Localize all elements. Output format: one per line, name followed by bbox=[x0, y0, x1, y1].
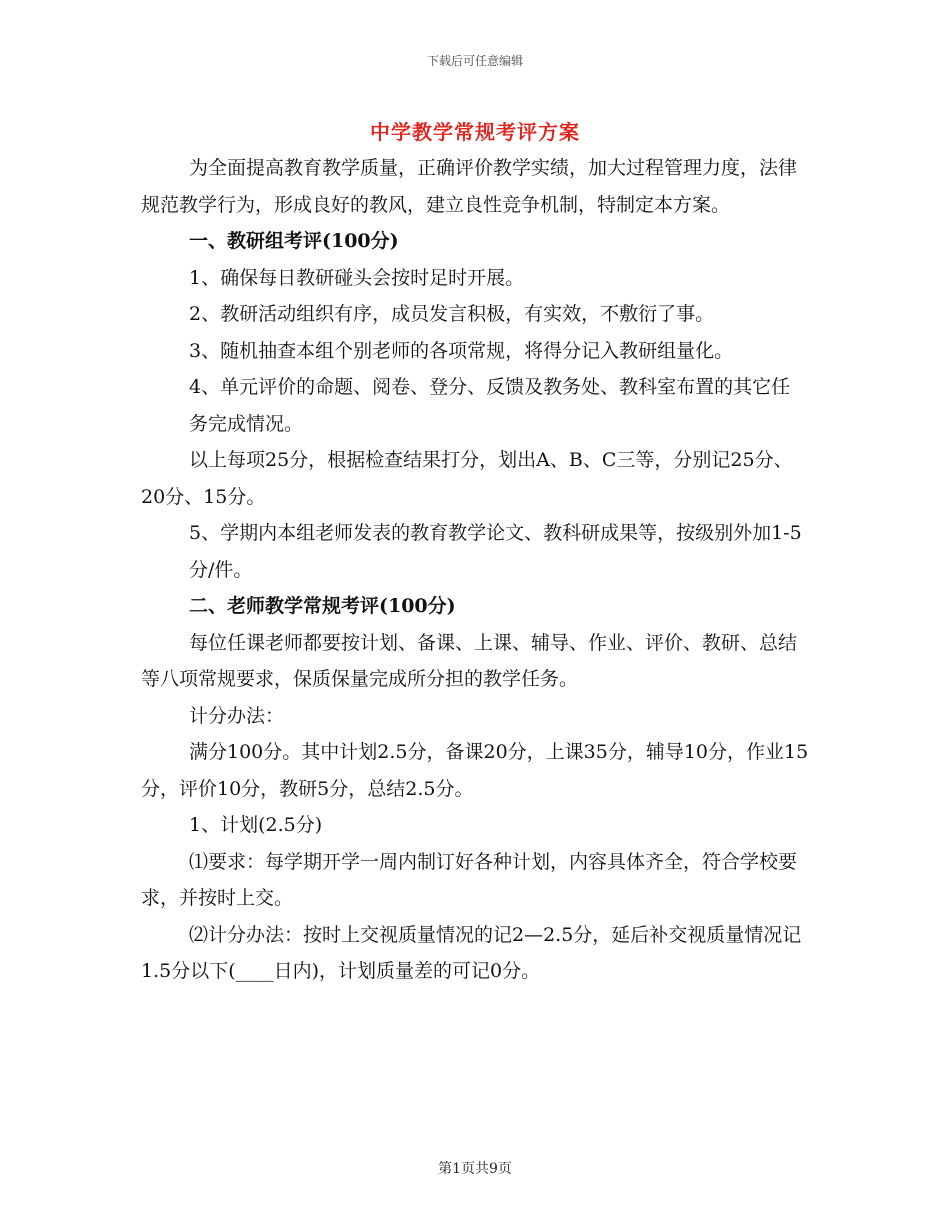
list-item-continuation: 分/件。 bbox=[189, 558, 253, 581]
page-header: 下载后可任意编辑 bbox=[426, 54, 523, 68]
intro-paragraph: 为全面提高教育教学质量，正确评价教学实绩，加大过程管理力度，法律规范教学行为，形成良好的教风，建立良性竞争机制，特制定本方案。 bbox=[141, 157, 798, 216]
body-paragraph: ⑵计分办法：按时上交视质量情况的记2—2.5分，延后补交视质量情况记1.5分以下(____日内)，计划质量差的可记0分。 bbox=[141, 923, 802, 982]
body-paragraph: 每位任课老师都要按计划、备课、上课、辅导、作业、评价、教研、总结等八项常规要求，保质保量完成所分担的教学任务。 bbox=[141, 631, 798, 690]
list-item: 4、单元评价的命题、阅卷、登分、反馈及教务处、教科室布置的其它任 bbox=[189, 376, 791, 398]
body-paragraph: 满分100分。其中计划2.5分，备课20分，上课35分，辅导10分，作业15分，评价10分，教研5分，总结2.5分。 bbox=[141, 741, 809, 800]
document-title: 中学教学常规考评方案 bbox=[370, 120, 580, 144]
list-item: 5、学期内本组老师发表的教育教学论文、教科研成果等，按级别外加1-5 bbox=[189, 522, 802, 544]
document-body bbox=[141, 150, 811, 990]
list-item: 1、确保每日教研碰头会按时足时开展。 bbox=[189, 266, 525, 289]
section-heading-1: 一、教研组考评(100分) bbox=[189, 230, 399, 252]
list-item: 2、教研活动组织有序，成员发言积极，有实效，不敷衍了事。 bbox=[189, 303, 715, 325]
subsection-heading: 1、计划(2.5分) bbox=[189, 814, 323, 836]
list-item: 3、随机抽查本组个别老师的各项常规，将得分记入教研组量化。 bbox=[189, 339, 734, 362]
scoring-paragraph: 以上每项25分，根据检查结果打分，划出A、B、C三等，分别记25分、20分、15分。 bbox=[141, 449, 793, 508]
section-heading-2: 二、老师教学常规考评(100分) bbox=[189, 595, 456, 617]
list-item-continuation: 务完成情况。 bbox=[189, 412, 304, 435]
body-paragraph: 计分办法： bbox=[189, 704, 285, 727]
body-paragraph: ⑴要求：每学期开学一周内制订好各种计划，内容具体齐全，符合学校要求，并按时上交。 bbox=[141, 850, 798, 909]
page-footer: 第1页共9页 bbox=[438, 1161, 512, 1177]
